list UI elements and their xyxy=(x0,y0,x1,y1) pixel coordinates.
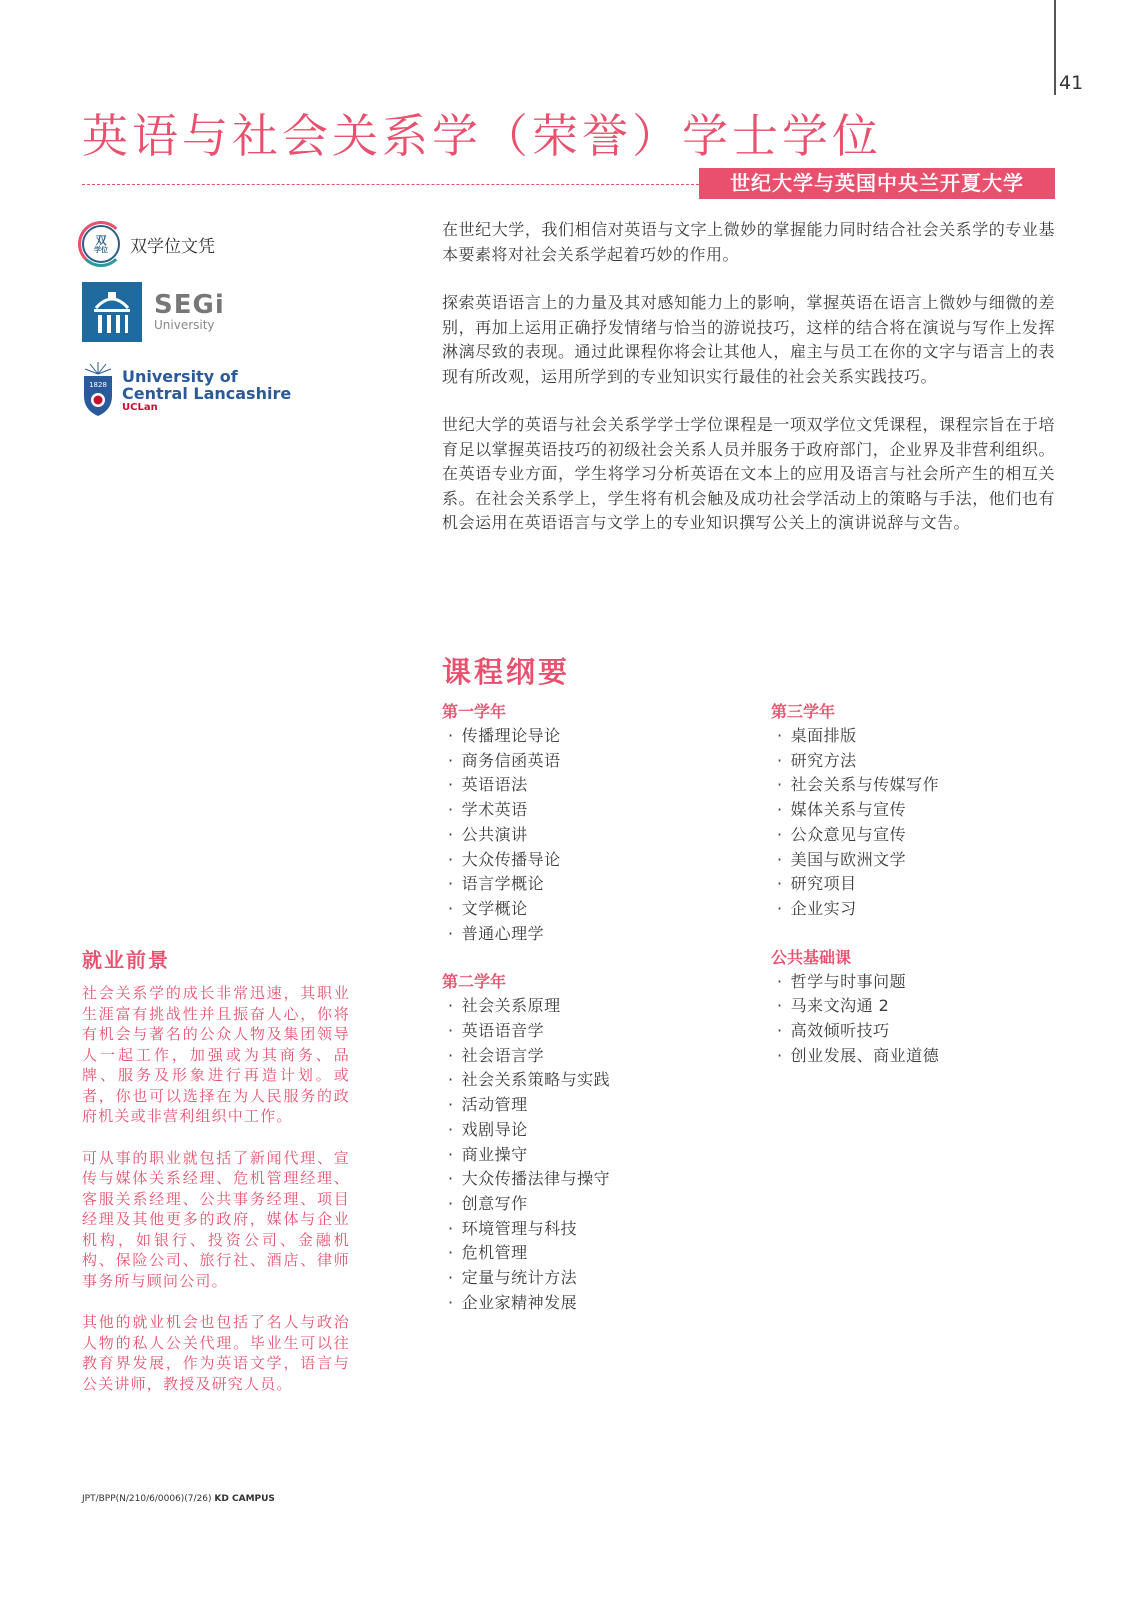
course-item xyxy=(442,773,742,798)
career-paragraph: 其他的就业机会也包括了名人与政治人物的私人公关代理。毕业生可以往教育界发展，作为英语文学，语言与公关讲师，教授及研究人员。 xyxy=(82,1313,350,1393)
course-outline-title: 课程纲要 xyxy=(442,655,571,689)
course-item xyxy=(442,1143,742,1168)
uclan-line-1: University of xyxy=(122,367,238,386)
bullet-icon: · xyxy=(448,923,454,943)
course-item xyxy=(442,1118,742,1143)
footer xyxy=(82,1494,275,1504)
career-section xyxy=(82,944,350,1415)
bullet-icon: · xyxy=(448,1070,454,1090)
career-heading: 就业前景 xyxy=(82,948,170,972)
year3-list xyxy=(771,724,1071,922)
dual-degree-icon xyxy=(82,225,120,263)
subtitle-banner: 世纪大学与英国中央兰开夏大学 xyxy=(699,168,1055,199)
course-item-label: 媒体关系与宣传 xyxy=(790,800,907,820)
course-item xyxy=(771,848,1071,873)
intro-paragraph: 探索英语语言上的力量及其对感知能力上的影响，掌握英语在语言上微妙与细微的差别，再加上运用正确抒发情绪与恰当的游说技巧，这样的结合将在演说与写作上发挥淋漓尽致的表现。通过此课程你将会让其他人，雇主与员工在你的文字与语言上的表现有所改观，运用所学到的专业知识实行最佳的社会关系实践技巧。 xyxy=(442,293,1055,386)
course-item-label: 马来文沟通 2 xyxy=(790,996,890,1016)
course-item-label: 普通心理学 xyxy=(461,923,545,943)
course-item xyxy=(771,970,1071,995)
year3-heading: 第三学年 xyxy=(771,702,836,721)
bullet-icon: · xyxy=(448,874,454,894)
bullet-icon: · xyxy=(777,898,783,918)
core-heading: 公共基础课 xyxy=(771,947,852,967)
page-title: 英语与社会关系学（荣誉）学士学位 xyxy=(82,109,882,163)
bullet-icon: · xyxy=(448,775,454,795)
year1-list xyxy=(442,724,742,946)
bullet-icon: · xyxy=(448,1243,454,1263)
course-column-left xyxy=(442,700,742,1315)
course-item xyxy=(771,897,1071,922)
course-item xyxy=(442,848,742,873)
course-item-label: 环境管理与科技 xyxy=(461,1218,578,1238)
course-item xyxy=(442,922,742,947)
course-item-label: 公众意见与宣传 xyxy=(790,824,907,844)
course-item xyxy=(442,1044,742,1069)
course-item xyxy=(771,773,1071,798)
bullet-icon: · xyxy=(448,1021,454,1041)
segi-building-icon xyxy=(82,282,142,342)
footer-brand: KD CAMPUS xyxy=(214,1494,275,1504)
course-item-label: 创业发展、商业道德 xyxy=(790,1045,940,1065)
course-item-label: 公共演讲 xyxy=(461,824,528,844)
course-item xyxy=(442,1068,742,1093)
page-number: 41 xyxy=(1059,72,1084,94)
bullet-icon: · xyxy=(777,1045,783,1065)
course-item xyxy=(442,1217,742,1242)
course-item-label: 活动管理 xyxy=(461,1095,528,1115)
bullet-icon: · xyxy=(777,849,783,869)
bullet-icon: · xyxy=(448,1095,454,1115)
uclan-year: 1828 xyxy=(89,381,107,389)
uclan-tag: UCLan xyxy=(122,402,158,413)
bullet-icon: · xyxy=(448,849,454,869)
uclan-line-2: Central Lancashire xyxy=(122,384,292,403)
course-item-label: 学术英语 xyxy=(461,800,528,820)
course-item-label: 危机管理 xyxy=(461,1243,528,1263)
bullet-icon: · xyxy=(777,726,783,745)
course-item xyxy=(442,994,742,1019)
bullet-icon: · xyxy=(448,1292,454,1312)
course-item xyxy=(442,1192,742,1217)
bullet-icon: · xyxy=(777,874,783,894)
course-item xyxy=(442,1167,742,1192)
bullet-icon: · xyxy=(448,1119,454,1139)
bullet-icon: · xyxy=(777,971,783,991)
course-item-label: 哲学与时事问题 xyxy=(790,971,907,991)
bullet-icon: · xyxy=(777,824,783,844)
bullet-icon: · xyxy=(448,1045,454,1065)
segi-subtitle: University xyxy=(154,318,215,332)
bullet-icon: · xyxy=(448,898,454,918)
course-item xyxy=(771,1019,1071,1044)
course-item xyxy=(771,798,1071,823)
bullet-icon: · xyxy=(448,726,454,745)
year2-list xyxy=(442,994,742,1315)
course-item-label: 创意写作 xyxy=(461,1193,528,1213)
course-item xyxy=(442,1266,742,1291)
course-item-label: 英语语音学 xyxy=(461,1021,545,1041)
course-item-label: 语言学概论 xyxy=(461,874,545,894)
course-item-label: 定量与统计方法 xyxy=(461,1268,578,1288)
course-item xyxy=(442,897,742,922)
course-item xyxy=(771,872,1071,897)
course-column-right xyxy=(771,700,1071,1068)
intro-text xyxy=(442,218,1055,560)
course-item-label: 社会关系原理 xyxy=(461,996,561,1016)
title-divider xyxy=(82,184,704,185)
bullet-icon: · xyxy=(448,1144,454,1164)
bullet-icon: · xyxy=(448,800,454,820)
course-item-label: 研究方法 xyxy=(790,750,857,770)
course-item xyxy=(771,823,1071,848)
bullet-icon: · xyxy=(777,996,783,1016)
bullet-icon: · xyxy=(448,996,454,1016)
badge-top-text: 双 xyxy=(95,233,107,247)
course-item-label: 商业操守 xyxy=(461,1144,528,1164)
bullet-icon: · xyxy=(777,1021,783,1041)
bullet-icon: · xyxy=(777,775,783,795)
course-item-label: 大众传播法律与操守 xyxy=(461,1169,611,1189)
course-item xyxy=(771,994,1071,1019)
course-item xyxy=(442,823,742,848)
bullet-icon: · xyxy=(448,824,454,844)
course-item-label: 美国与欧洲文学 xyxy=(790,849,907,869)
course-item-label: 社会关系与传媒写作 xyxy=(790,775,940,795)
year1-heading: 第一学年 xyxy=(442,702,507,721)
career-paragraph: 社会关系学的成长非常迅速，其职业生涯富有挑战性并且振奋人心，你将有机会与著名的公众人物及集团领导人一起工作，加强或为其商务、品牌、服务及形象进行再造计划。或者，你也可以选择在为人民服务的政府机关或非营利组织中工作。 xyxy=(82,984,350,1125)
course-item-label: 传播理论导论 xyxy=(461,726,561,745)
bullet-icon: · xyxy=(448,750,454,770)
course-item-label: 商务信函英语 xyxy=(461,750,561,770)
segi-university-logo xyxy=(82,282,225,342)
badge-bottom-text: 学位 xyxy=(94,245,108,254)
course-item-label: 文学概论 xyxy=(461,898,528,918)
intro-paragraph: 在世纪大学，我们相信对英语与文字上微妙的掌握能力同时结合社会关系学的专业基本要素将对社会关系学起着巧妙的作用。 xyxy=(442,220,1055,264)
course-item-label: 研究项目 xyxy=(790,874,857,894)
course-item xyxy=(442,1241,742,1266)
uclan-crest-icon xyxy=(82,360,114,418)
uclan-logo xyxy=(82,360,291,418)
intro-paragraph: 世纪大学的英语与社会关系学学士学位课程是一项双学位文凭课程，课程宗旨在于培育足以掌握英语技巧的初级社会关系人员并服务于政府部门，企业界及非营利组织。在英语专业方面，学生将学习分析英语在文本上的应用及语言与社会所产生的相互关系。在社会关系学上，学生将有机会触及成功社会学活动上的策略与手法，他们也有机会运用在英语语言与文学上的专业知识撰写公关上的演讲说辞与文告。 xyxy=(442,415,1055,532)
bullet-icon: · xyxy=(448,1193,454,1213)
page-edge-line xyxy=(1054,0,1056,95)
bullet-icon: · xyxy=(777,750,783,770)
course-item xyxy=(442,1291,742,1316)
bullet-icon: · xyxy=(448,1268,454,1288)
course-item-label: 社会关系策略与实践 xyxy=(461,1070,611,1090)
segi-name: SEGi xyxy=(154,290,225,320)
course-item-label: 戏剧导论 xyxy=(461,1119,528,1139)
course-item xyxy=(442,872,742,897)
course-item xyxy=(442,749,742,774)
bullet-icon: · xyxy=(448,1218,454,1238)
course-item-label: 大众传播导论 xyxy=(461,849,561,869)
course-item xyxy=(442,724,742,749)
bullet-icon: · xyxy=(777,800,783,820)
core-list xyxy=(771,970,1071,1069)
course-item xyxy=(771,724,1071,749)
course-item-label: 社会语言学 xyxy=(461,1045,545,1065)
year2-heading: 第二学年 xyxy=(442,972,507,992)
course-item xyxy=(442,798,742,823)
bullet-icon: · xyxy=(448,1169,454,1189)
course-item-label: 高效倾听技巧 xyxy=(790,1021,890,1041)
course-item xyxy=(442,1019,742,1044)
course-item-label: 企业实习 xyxy=(790,898,857,918)
dual-degree-badge xyxy=(82,225,215,263)
course-item xyxy=(442,1093,742,1118)
dual-degree-label: 双学位文凭 xyxy=(130,236,215,257)
career-paragraph: 可从事的职业就包括了新闻代理、宣传与媒体关系经理、危机管理经理、客服关系经理、公共事务经理、项目经理及其他更多的政府，媒体与企业机构，如银行、投资公司、金融机构、保险公司、旅行社、酒店、律师事务所与顾问公司。 xyxy=(82,1148,350,1290)
course-item-label: 桌面排版 xyxy=(790,726,857,745)
footer-code: JPT/BPP(N/210/6/0006)(7/26) xyxy=(82,1494,212,1504)
course-item xyxy=(771,1044,1071,1069)
course-item-label: 企业家精神发展 xyxy=(461,1292,578,1312)
course-item-label: 英语语法 xyxy=(461,775,528,795)
course-item xyxy=(771,749,1071,774)
